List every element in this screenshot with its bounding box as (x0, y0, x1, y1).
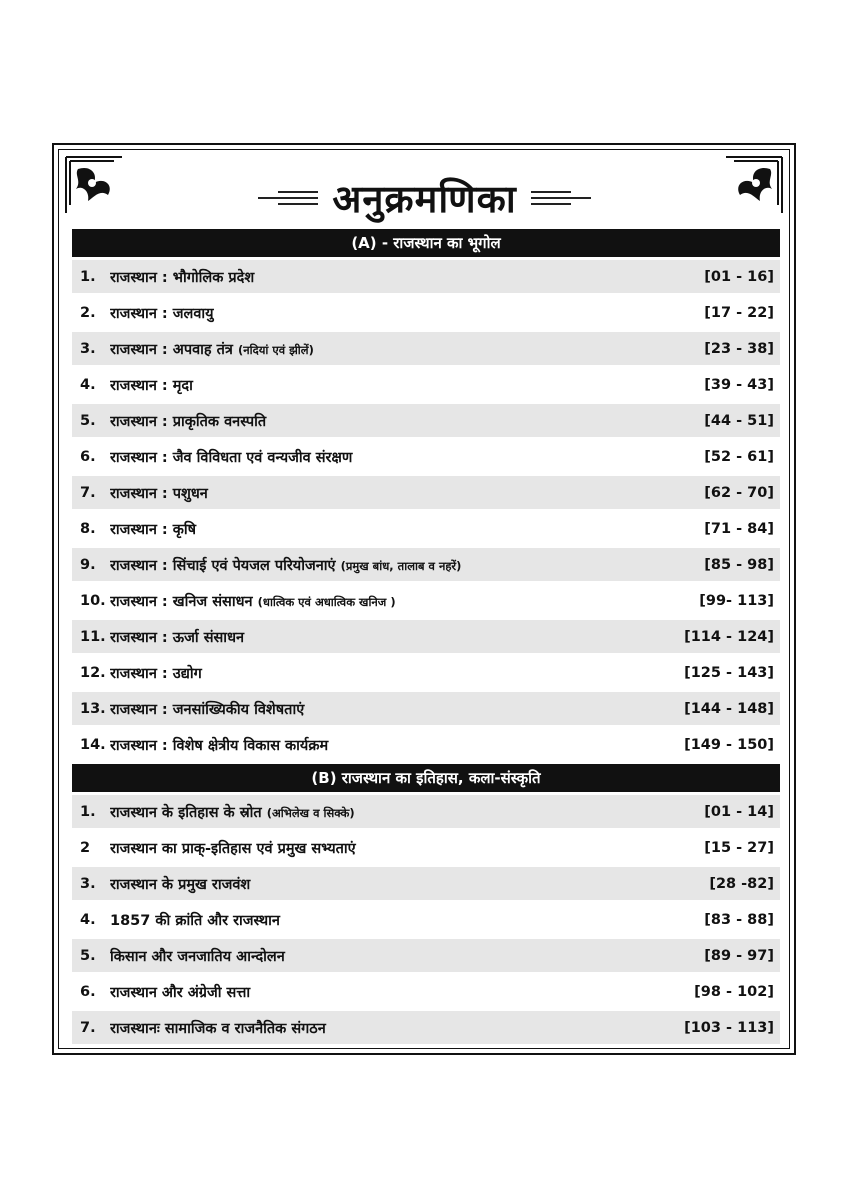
item-number: 4. (80, 911, 96, 928)
item-title (110, 735, 670, 755)
title-block (200, 168, 649, 228)
item-number: 13. (80, 700, 106, 717)
item-title (110, 838, 670, 858)
item-page-range: [28 -82] (709, 875, 774, 892)
item-number: 7. (80, 484, 96, 501)
list-item (72, 728, 780, 761)
item-title (110, 1018, 670, 1038)
item-title (110, 946, 670, 966)
item-number: 1. (80, 268, 96, 285)
item-number: 5. (80, 412, 96, 429)
list-item (72, 296, 780, 329)
item-page-range: [23 - 38] (704, 340, 774, 357)
item-title-main: राजस्थान : जलवायु (110, 305, 214, 322)
page-title: अनुक्रमणिका (332, 177, 517, 221)
list-item (72, 903, 780, 936)
item-number: 8. (80, 520, 96, 537)
item-number: 12. (80, 664, 106, 681)
item-title-main: राजस्थान : ऊर्जा संसाधन (110, 629, 245, 646)
item-title-main: राजस्थान : कृषि (110, 521, 197, 538)
section-header-b: (B) राजस्थान का इतिहास, कला-संस्कृति (72, 764, 780, 792)
item-number: 3. (80, 340, 96, 357)
item-title (110, 267, 670, 287)
item-title (110, 982, 670, 1002)
list-item (72, 476, 780, 509)
item-page-range: [98 - 102] (694, 983, 774, 1000)
item-page-range: [99- 113] (699, 592, 774, 609)
item-title-main: राजस्थान का प्राक्-इतिहास एवं प्रमुख सभ्यताएं (110, 840, 356, 857)
item-number: 11. (80, 628, 106, 645)
item-number: 10. (80, 592, 106, 609)
item-number: 3. (80, 875, 96, 892)
item-title-main: राजस्थानः सामाजिक व राजनैतिक संगठन (110, 1020, 326, 1037)
section-header-a: (A) - राजस्थान का भूगोल (72, 229, 780, 257)
item-number: 5. (80, 947, 96, 964)
item-title (110, 483, 670, 503)
item-title (110, 303, 670, 323)
item-title-main: राजस्थान : सिंचाई एवं पेयजल परियोजनाएं (110, 557, 336, 574)
item-page-range: [44 - 51] (704, 412, 774, 429)
title-decoration-left (258, 191, 318, 205)
item-title-main: राजस्थान : विशेष क्षेत्रीय विकास कार्यक्रम (110, 737, 329, 754)
item-number: 2 (80, 839, 91, 856)
list-item (72, 656, 780, 689)
list-item (72, 260, 780, 293)
item-page-range: [52 - 61] (704, 448, 774, 465)
item-title-main: राजस्थान : अपवाह तंत्र (110, 341, 233, 358)
item-page-range: [89 - 97] (704, 947, 774, 964)
item-title (110, 591, 670, 611)
item-page-range: [83 - 88] (704, 911, 774, 928)
item-title (110, 699, 670, 719)
item-title-main: राजस्थान : पशुधन (110, 485, 208, 502)
list-item (72, 795, 780, 828)
list-item (72, 512, 780, 545)
list-item (72, 939, 780, 972)
list-item (72, 831, 780, 864)
item-page-range: [01 - 16] (704, 268, 774, 285)
list-item (72, 975, 780, 1008)
item-title (110, 411, 670, 431)
item-number: 9. (80, 556, 96, 573)
item-page-range: [01 - 14] (704, 803, 774, 820)
list-item (72, 368, 780, 401)
list-item (72, 620, 780, 653)
item-title (110, 555, 670, 575)
item-title-main: राजस्थान के प्रमुख राजवंश (110, 876, 251, 893)
corner-ornament-icon (64, 155, 124, 215)
item-title (110, 802, 670, 822)
item-title-main: राजस्थान : प्राकृतिक वनस्पति (110, 413, 267, 430)
section-a-list (72, 260, 780, 761)
item-title-main: किसान और जनजातिय आन्दोलन (110, 948, 285, 965)
list-item (72, 404, 780, 437)
item-title-main: राजस्थान : उद्योग (110, 665, 202, 682)
list-item (72, 692, 780, 725)
item-number: 7. (80, 1019, 96, 1036)
item-page-range: [103 - 113] (684, 1019, 774, 1036)
item-title (110, 519, 670, 539)
item-page-range: [85 - 98] (704, 556, 774, 573)
table-of-contents (72, 229, 780, 1047)
item-page-range: [114 - 124] (684, 628, 774, 645)
item-title (110, 375, 670, 395)
item-page-range: [15 - 27] (704, 839, 774, 856)
item-number: 6. (80, 983, 96, 1000)
item-note: (अभिलेख व सिक्के) (266, 805, 355, 820)
list-item (72, 548, 780, 581)
item-page-range: [125 - 143] (684, 664, 774, 681)
item-title-main: राजस्थान के इतिहास के स्रोत (110, 804, 262, 821)
item-number: 6. (80, 448, 96, 465)
item-title (110, 339, 670, 359)
item-title-main: राजस्थान : जनसांख्यिकीय विशेषताएं (110, 701, 305, 718)
item-number: 14. (80, 736, 106, 753)
item-title-main: राजस्थान : भौगोलिक प्रदेश (110, 269, 255, 286)
item-title (110, 663, 670, 683)
item-title-main: 1857 की क्रांति और राजस्थान (110, 912, 280, 929)
item-title-main: राजस्थान : मृदा (110, 377, 193, 394)
item-page-range: [71 - 84] (704, 520, 774, 537)
item-title-main: राजस्थान और अंग्रेजी सत्ता (110, 984, 251, 1001)
item-title (110, 874, 670, 894)
item-title-main: राजस्थान : खनिज संसाधन (110, 593, 253, 610)
list-item (72, 440, 780, 473)
item-note: (प्रमुख बांध, तालाब व नहरें) (340, 558, 462, 573)
item-title (110, 910, 670, 930)
item-note: (नदियां एवं झीलें) (237, 342, 314, 357)
item-number: 1. (80, 803, 96, 820)
item-page-range: [39 - 43] (704, 376, 774, 393)
list-item (72, 332, 780, 365)
title-decoration-right (531, 191, 591, 205)
item-page-range: [62 - 70] (704, 484, 774, 501)
corner-ornament-icon (724, 155, 784, 215)
list-item (72, 1011, 780, 1044)
item-page-range: [17 - 22] (704, 304, 774, 321)
item-title (110, 627, 670, 647)
item-number: 2. (80, 304, 96, 321)
item-page-range: [149 - 150] (684, 736, 774, 753)
section-b-list (72, 795, 780, 1044)
list-item (72, 584, 780, 617)
list-item (72, 867, 780, 900)
item-note: (धात्विक एवं अधात्विक खनिज ) (257, 594, 396, 609)
item-title (110, 447, 670, 467)
item-page-range: [144 - 148] (684, 700, 774, 717)
item-title-main: राजस्थान : जैव विविधता एवं वन्यजीव संरक्षण (110, 449, 353, 466)
item-number: 4. (80, 376, 96, 393)
